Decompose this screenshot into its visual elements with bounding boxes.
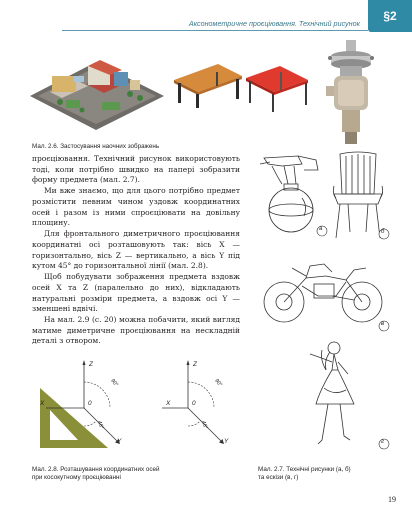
figure-2-6-table <box>244 62 310 112</box>
figure-2-8a-axis-y: Y <box>117 438 122 445</box>
paragraph-1: проєціювання. Технічний рисунок використовують тоді, коли потрібно швидко на папері зобразити форму предмета (мал. 2.7). <box>32 154 240 185</box>
figure-2-7-caption-line-1: Мал. 2.7. Технічні рисунки (а, б) <box>258 466 351 473</box>
figure-2-7-sprayer-sketch <box>258 150 330 236</box>
figure-2-7-label-v: в <box>381 321 385 327</box>
paragraph-3: Для фронтального диметричного проєціювання координатні осі розташовують так: вісь X — горизонтально, вісь Z — вертикально, а вісь Y під кутом 45° до горизонтальної лінії (мал. 2.8). <box>32 229 240 271</box>
figure-2-7-label-g: г <box>381 439 384 445</box>
figure-2-8b-axis-x: X <box>166 400 171 407</box>
figure-2-8a-axis-x: X <box>40 400 45 407</box>
figure-2-8-caption <box>32 466 160 482</box>
section-badge: §2 <box>368 0 412 32</box>
figure-2-7-caption-line-2: та ескізи (в, г) <box>258 474 299 481</box>
figure-2-8-axes-with-set-square <box>32 356 152 452</box>
figure-2-8a-angle-90: 90° <box>109 377 119 389</box>
figure-2-7-label-g-marker <box>378 438 390 450</box>
figure-2-7-caption <box>258 466 351 482</box>
figure-2-6-valve <box>326 40 376 144</box>
figure-2-8a-origin: 0 <box>88 400 92 407</box>
paragraph-4: Щоб побудувати зображення предмета вздовж осей X та Z (паралельно до них), відкладають натуральні розміри предмета, а вздовж осі Y — зменшені вдвічі. <box>32 272 240 314</box>
figure-2-8-axes-plain <box>162 356 242 452</box>
figure-2-8-caption-line-2: при косокутному проєціюванні <box>32 474 121 481</box>
header-title: Аксонометричне проєціювання. Технічний рисунок <box>188 19 360 28</box>
figure-2-8b-angle-45: 45° <box>199 420 209 430</box>
figure-2-6-bench <box>170 62 244 108</box>
figure-2-8b-axis-y: Y <box>224 438 229 445</box>
paragraph-2: Ми вже знаємо, що для цього потрібно предмет розмістити певним чином уздовж координатних осей і разом із ними спроєціювати на довільну площину. <box>32 186 240 228</box>
figure-2-8b-origin: 0 <box>192 400 196 407</box>
figure-2-8-caption-line-1: Мал. 2.8. Розташування координатних осей <box>32 466 160 473</box>
figure-2-7-label-b: б <box>381 229 385 235</box>
paragraph-5: На мал. 2.9 (с. 20) можна побачити, який вигляд матиме диметричне проєціювання на нескладній деталі з отвором. <box>32 315 240 346</box>
header-rule <box>62 30 368 31</box>
main-text <box>32 154 240 348</box>
figure-2-6-city-model <box>30 56 164 130</box>
figure-2-7-motorcycle-sketch <box>262 256 386 326</box>
running-header <box>0 8 412 34</box>
figure-2-8a-angle-45: 45° <box>95 420 105 430</box>
figure-2-8b-axis-z: Z <box>193 361 197 368</box>
figure-2-6-caption: Мал. 2.6. Застосування наочних зображень <box>32 143 160 150</box>
figure-2-7-label-a: а <box>319 226 323 232</box>
figure-2-8b-angle-90: 90° <box>213 377 223 389</box>
figure-2-8a-axis-z: Z <box>89 361 93 368</box>
figure-2-7-woman-sketch <box>298 340 368 450</box>
page-number: 19 <box>388 495 396 504</box>
